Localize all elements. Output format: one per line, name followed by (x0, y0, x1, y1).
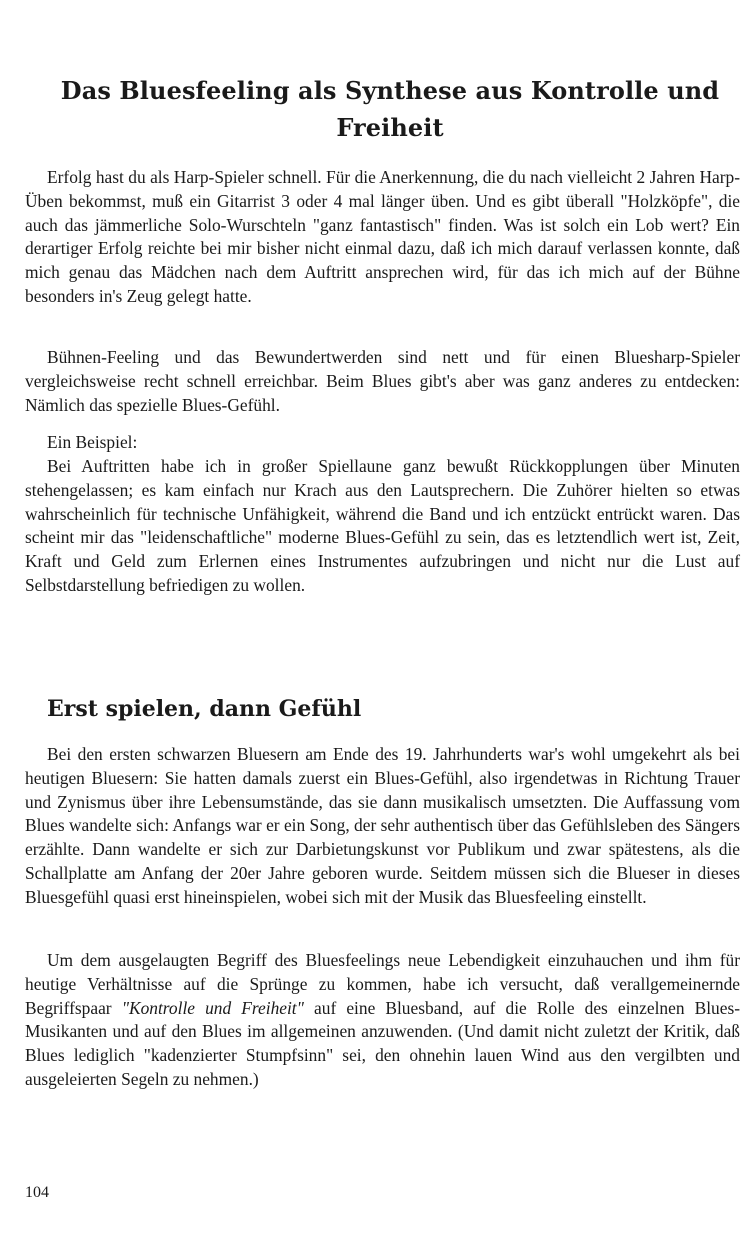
example-intro: Ein Beispiel: (47, 432, 138, 452)
section-heading: Erst spielen, dann Gefühl (47, 696, 362, 722)
paragraph-5-emphasis: "Kontrolle und Freiheit" (121, 997, 304, 1018)
paragraph-5-end: auf eine Bluesband, auf die Rolle des einzelnen Blues-Musikanten und auf den Blues im allgemeinen anzuwenden. (Und damit nicht zuletzt der Kritik, daß Blues lediglich "kadenzierter Stumpfsinn" sei, den ohnehin lauen Wind aus den vergilbten und ausgeleierten Segeln zu nehmen.) (25, 997, 741, 1089)
paragraph-1: Erfolg hast du als Harp-Spieler schnell. Für die Anerkennung, die du nach vielleicht 2 Jahren Harp-Üben bekommst, muß ein Gitarrist 3 oder 4 mal länger üben. Und es gibt überall "Holzköpfe", die auch das jämmerliche Solo-Wurschteln "ganz fantastisch" finden. Was ist solch ein Lob wert? Ein derartiger Erfolg reichte bei mir bisher nicht einmal dazu, daß ich mich darauf verlassen konnte, daß mich genau das Mädchen nach dem Auftritt ansprechen wird, für das ich mich auf der Bühne besonders in's Zeug gelegt hatte. (25, 167, 740, 306)
paragraph-2: Bühnen-Feeling und das Bewundertwerden sind nett und für einen Bluesharp-Spieler vergleichsweise recht schnell erreichbar. Beim Blues gibt's aber was ganz anderes zu entdecken: Nämlich das spezielle Blues-Gefühl. (25, 347, 740, 415)
paragraph-4: Bei den ersten schwarzen Bluesern am Ende des 19. Jahrhunderts war's wohl umgekehrt als bei heutigen Bluesern: Sie hatten damals zuerst ein Blues-Gefühl, also irgendetwas in Richtung Trauer und Zynismus über ihre Lebensumstände, das sie dann musikalisch umsetzten. Die Auffassung vom Blues wandelte sich: Anfangs war er ein Song, der sehr authentisch über das Gefühlsleben des Sängers erzählte. Dann wandelte er sich zur Darbietungskunst vor Publikum und zwar spätestens, als die Schallplatte am Anfang der 20er Jahre geboren wurde. Seitdem müssen sich die Blueser in dieses Bluesgefühl quasi erst hineinspielen, wobei sich mit der Musik das Bluesfeeling einstellt. (25, 744, 740, 907)
chapter-heading: Das Bluesfeeling als Synthese aus Kontrolle und Freiheit (60, 76, 720, 142)
paragraph-3: Bei Auftritten habe ich in großer Spiellaune ganz bewußt Rückkopplungen über Minuten stehengelassen; es kam einfach nur Krach aus den Lautsprechern. Die Zuhörer hielten so etwas wahrscheinlich für technische Unfähigkeit, während die Band und ich entzückt entrückt waren. Das scheint mir das "leidenschaftliche" moderne Blues-Gefühl zu sein, das es letztendlich wert ist, Zeit, Kraft und Geld zum Erlernen eines Instrumentes aufzubringen und nicht nur die Lust auf Selbstdarstellung befriedigen zu wollen. (25, 456, 740, 595)
page-number: 104 (25, 1184, 49, 1201)
paragraph-5 (25, 949, 740, 1092)
paragraph-5-start: Um dem ausgelaugten Begriff des Bluesfeelings neue Lebendigkeit einzuhauchen und ihm für heutige Verhältnisse auf die Sprünge zu kommen, habe ich versucht, daß verallgemeinernde Begriffspaar (25, 950, 740, 1018)
